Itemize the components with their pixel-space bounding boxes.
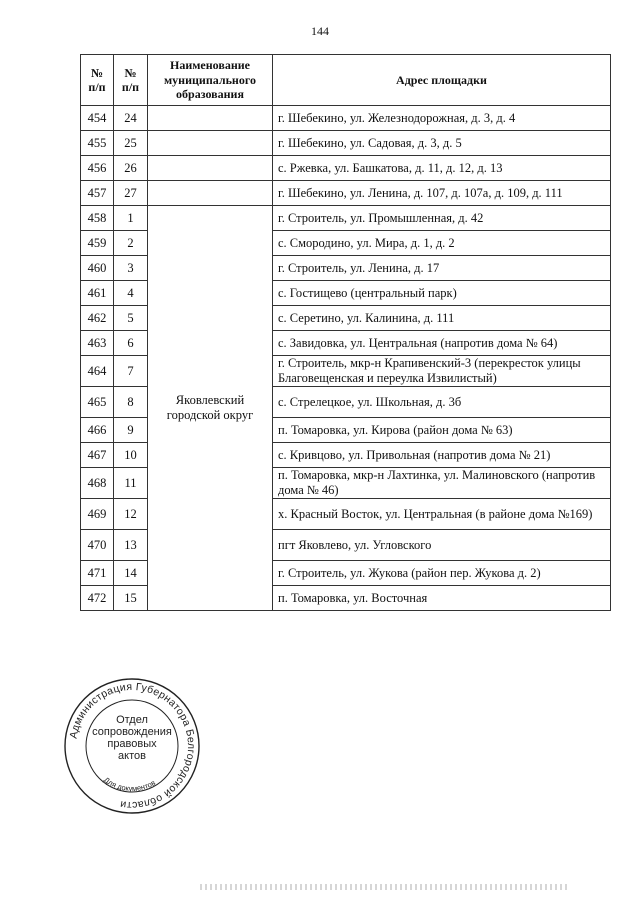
stamp-line-1: Отдел [116, 714, 148, 726]
row-subnumber: 8 [114, 387, 148, 418]
row-number: 471 [81, 561, 114, 586]
stamp-line-3: правовых [107, 738, 157, 750]
address-cell: с. Серетино, ул. Калинина, д. 111 [273, 306, 611, 331]
table-header-row [81, 55, 611, 106]
row-subnumber: 11 [114, 468, 148, 499]
row-number: 469 [81, 499, 114, 530]
svg-text:Администрация Губернатора Белг: Администрация Губернатора Белгородской области [67, 680, 198, 812]
row-number: 464 [81, 356, 114, 387]
row-subnumber: 4 [114, 281, 148, 306]
header-num2: № п/п [114, 55, 148, 106]
address-cell: г. Шебекино, ул. Ленина, д. 107, д. 107а, д. 109, д. 111 [273, 181, 611, 206]
address-cell: с. Гостищево (центральный парк) [273, 281, 611, 306]
row-number: 456 [81, 156, 114, 181]
row-number: 465 [81, 387, 114, 418]
row-subnumber: 6 [114, 331, 148, 356]
table-row [81, 131, 611, 156]
row-subnumber: 15 [114, 586, 148, 611]
row-subnumber: 27 [114, 181, 148, 206]
row-number: 472 [81, 586, 114, 611]
row-number: 458 [81, 206, 114, 231]
header-municipality: Наименование муниципального образования [148, 55, 273, 106]
row-number: 461 [81, 281, 114, 306]
table-row [81, 206, 611, 231]
row-subnumber: 12 [114, 499, 148, 530]
address-cell: с. Смородино, ул. Мира, д. 1, д. 2 [273, 231, 611, 256]
header-address: Адрес площадки [273, 55, 611, 106]
municipality-cell [148, 131, 273, 156]
table-row [81, 181, 611, 206]
row-subnumber: 7 [114, 356, 148, 387]
table-body [81, 106, 611, 611]
address-cell: п. Томаровка, ул. Восточная [273, 586, 611, 611]
address-cell: с. Ржевка, ул. Башкатова, д. 11, д. 12, д. 13 [273, 156, 611, 181]
stamp-center-text [62, 714, 202, 762]
stamp [62, 676, 202, 816]
row-subnumber: 9 [114, 418, 148, 443]
row-number: 460 [81, 256, 114, 281]
scan-noise [200, 884, 570, 890]
row-number: 457 [81, 181, 114, 206]
header-num1: № п/п [81, 55, 114, 106]
row-number: 468 [81, 468, 114, 499]
address-cell: п. Томаровка, ул. Кирова (район дома № 63) [273, 418, 611, 443]
row-subnumber: 2 [114, 231, 148, 256]
row-subnumber: 3 [114, 256, 148, 281]
row-number: 463 [81, 331, 114, 356]
row-number: 454 [81, 106, 114, 131]
row-subnumber: 13 [114, 530, 148, 561]
page-number: 144 [311, 24, 329, 38]
row-subnumber: 1 [114, 206, 148, 231]
row-subnumber: 25 [114, 131, 148, 156]
address-cell: с. Кривцово, ул. Привольная (напротив дома № 21) [273, 443, 611, 468]
address-cell: г. Шебекино, ул. Садовая, д. 3, д. 5 [273, 131, 611, 156]
municipality-cell [148, 106, 273, 131]
address-cell: г. Строитель, мкр-н Крапивенский-3 (перекресток улицы Благовещенская и переулка Извилистый) [273, 356, 611, 387]
address-cell: с. Стрелецкое, ул. Школьная, д. 3б [273, 387, 611, 418]
row-number: 459 [81, 231, 114, 256]
address-cell: п. Томаровка, мкр-н Лахтинка, ул. Малиновского (напротив дома № 46) [273, 468, 611, 499]
row-subnumber: 5 [114, 306, 148, 331]
row-subnumber: 10 [114, 443, 148, 468]
municipality-name: Яковлевский городской округ [148, 206, 273, 611]
address-cell: с. Завидовка, ул. Центральная (напротив дома № 64) [273, 331, 611, 356]
table-row [81, 106, 611, 131]
table-row [81, 156, 611, 181]
address-cell: г. Строитель, ул. Жукова (район пер. Жукова д. 2) [273, 561, 611, 586]
row-number: 470 [81, 530, 114, 561]
address-cell: г. Шебекино, ул. Железнодорожная, д. 3, д. 4 [273, 106, 611, 131]
address-cell: х. Красный Восток, ул. Центральная (в районе дома №169) [273, 499, 611, 530]
municipality-cell [148, 181, 273, 206]
row-subnumber: 14 [114, 561, 148, 586]
municipality-cell [148, 156, 273, 181]
stamp-line-4: актов [118, 750, 146, 762]
stamp-line-2: сопровождения [92, 726, 172, 738]
row-number: 462 [81, 306, 114, 331]
row-subnumber: 24 [114, 106, 148, 131]
row-subnumber: 26 [114, 156, 148, 181]
row-number: 455 [81, 131, 114, 156]
address-cell: пгт Яковлево, ул. Угловского [273, 530, 611, 561]
address-cell: г. Строитель, ул. Ленина, д. 17 [273, 256, 611, 281]
svg-text:Для документов: Для документов [102, 775, 157, 794]
row-number: 467 [81, 443, 114, 468]
address-cell: г. Строитель, ул. Промышленная, д. 42 [273, 206, 611, 231]
row-number: 466 [81, 418, 114, 443]
sites-table [80, 54, 611, 611]
